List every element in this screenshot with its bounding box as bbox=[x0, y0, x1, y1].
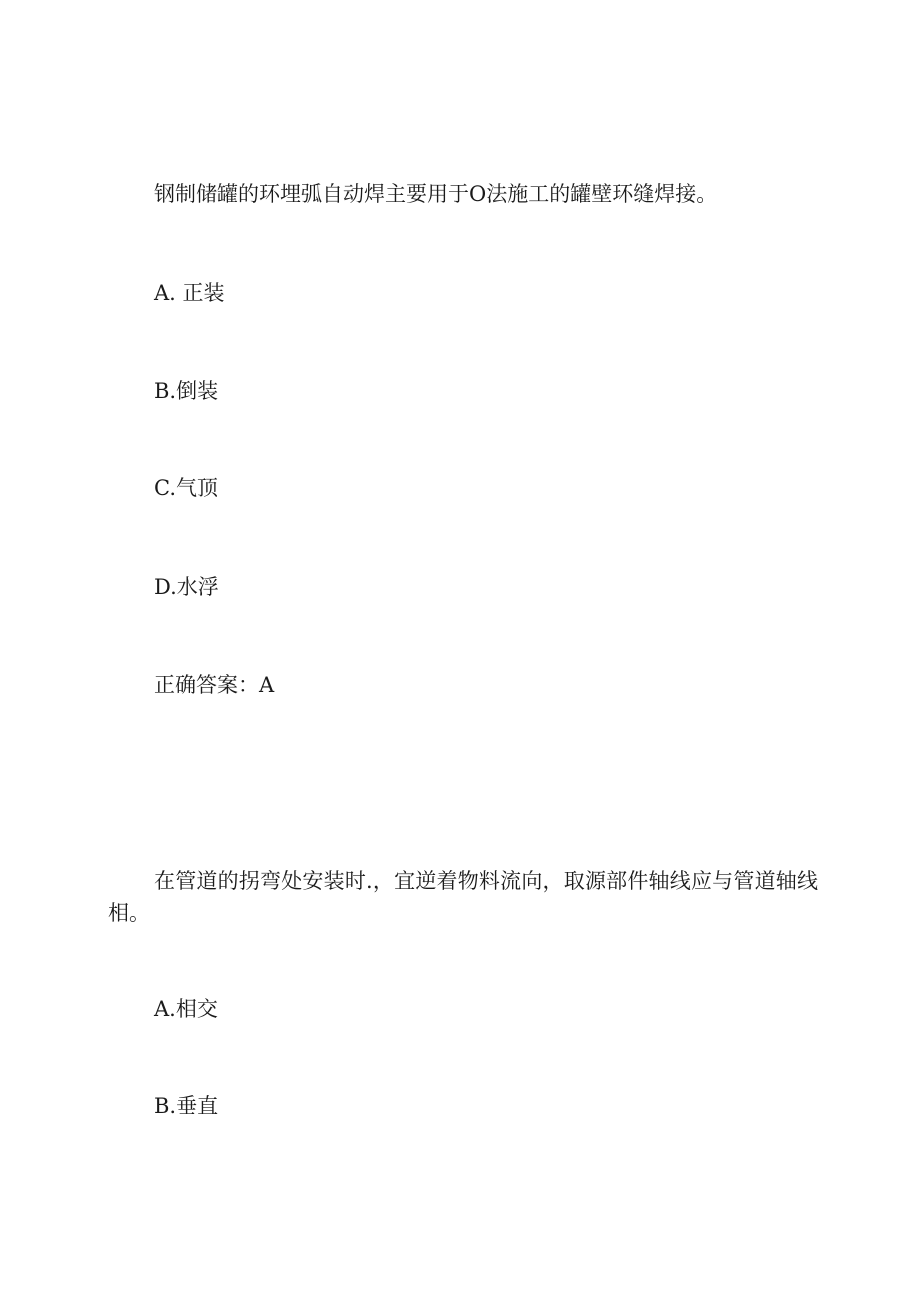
option-a: A.相交 bbox=[154, 997, 218, 1021]
option-b: B.垂直 bbox=[154, 1094, 219, 1118]
option-d: D.水浮 bbox=[154, 575, 219, 599]
option-b: B.倒装 bbox=[154, 379, 219, 403]
question-stem: 钢制储罐的环埋弧自动焊主要用于O法施工的罐壁环缝焊接。 bbox=[154, 182, 718, 206]
option-c: C.气顶 bbox=[154, 476, 218, 500]
option-a: A. 正装 bbox=[154, 281, 225, 305]
question-stem: 在管道的拐弯处安装时.，宜逆着物料流向，取源部件轴线应与管道轴线相。 bbox=[108, 869, 818, 925]
correct-answer: 正确答案：A bbox=[154, 673, 275, 697]
